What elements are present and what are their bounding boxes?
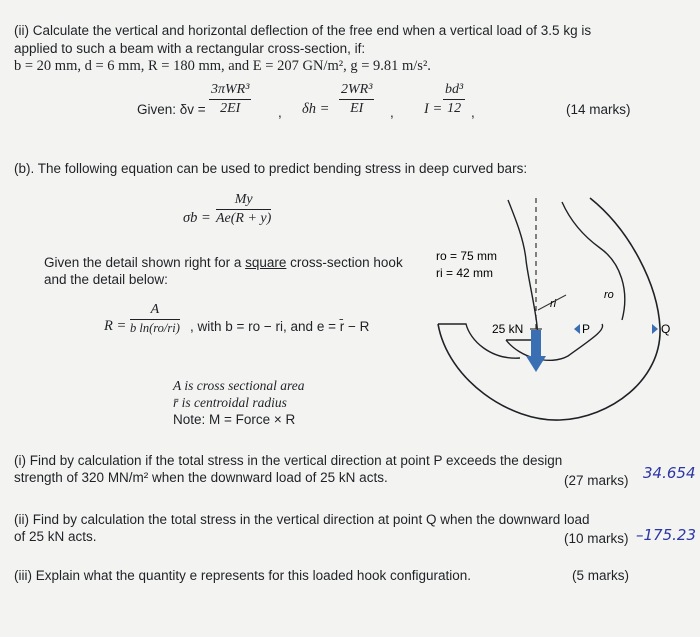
i-label: I = [424,101,443,117]
r-numerator: A [130,302,180,320]
sigma-label: σb = [183,210,211,226]
dv-denominator: 2EI [220,101,241,116]
q2-line-2: of 25 kN acts. [14,529,97,544]
q1-line-2: strength of 320 MN/m² when the downward load of 25 kN acts. [14,470,388,485]
ri-label: ri [550,298,557,310]
r-definition: , with b = ro − ri, and e = r̄ − R [190,319,370,334]
q3-line: (iii) Explain what the quantity e represents for this loaded hook configuration. [14,568,472,583]
r-denominator: b ln(ro/ri) [130,321,180,335]
ro-text: ro = 75 mm [436,249,498,263]
i-fraction [443,82,465,117]
dh-fraction [339,82,374,117]
dv-numerator: 3πWR³ [209,82,251,100]
question-ii-line-1: (ii) Calculate the vertical and horizontal deflection of the free end when a vertical load of 3.5 kg is [14,23,592,38]
sigma-numerator: My [216,192,271,210]
i-denominator: 12 [447,101,462,116]
q1-line-1: (i) Find by calculation if the total stress in the vertical direction at point P exceeds the design [14,453,563,468]
given-values: b = 20 mm, d = 6 mm, R = 180 mm, and E = 207 GN/m², g = 9.81 m/s². [14,58,431,74]
note-moment: Note: M = Force × R [173,412,296,427]
handwritten-answer-2: –175.23 [636,526,696,544]
hook-shank-curve [562,202,625,320]
load-label: 25 kN [492,322,524,336]
dv-fraction [209,82,251,117]
hook-inner-arc [506,200,537,340]
note-centroid: r̄ is centroidal radius [173,395,287,410]
note-area: A is cross sectional area [173,378,305,393]
square-link: square [245,255,287,270]
marks-10: (10 marks) [564,531,629,546]
marks-14: (14 marks) [566,102,631,117]
ro-label: ro [604,289,614,301]
detail-line-1: Given the detail shown right for a square cross-section hook [44,255,403,270]
i-numerator: bd³ [443,82,465,100]
dh-denominator: EI [350,101,364,116]
marks-5: (5 marks) [572,568,629,583]
load-arrow-shaft [531,330,541,358]
sigma-fraction [216,192,271,227]
given-dv-label: Given: δv = [137,102,206,117]
q2-line-1: (ii) Find by calculation the total stress in the vertical direction at point Q when the downward load [14,512,590,527]
point-p: P [582,322,591,336]
handwritten-answer-1: 34.654 [643,464,696,482]
sigma-denominator: Ae(R + y) [216,211,272,226]
marks-27: (27 marks) [564,473,629,488]
hook-diagram [430,190,690,440]
dh-numerator: 2WR³ [339,82,374,100]
exam-page: (ii) Calculate the vertical and horizontal deflection of the free end when a vertical load of 3.5 kg is applied to such a beam with a rectangular cross-section, if: b = 20 mm, d = 6 mm, R = 180 mm, and E = 207 GN/m², g = 9.81 m/s². Given: δv = 3πWR³ 2EI , δh = $\frac{\text{2WR³}}{EI}$ , I = $\frac{\text{bd³}}{12}$ , (14 marks) (b). The following equation can be used to predict bending stress in deep curved bars: σb = $\frac{My}{Ae(R + y)}$ Given the detail shown right for a square cross-section hook and the detail below: R = $\frac{A}{\text{b ln(ro/ri)}}$ , with b = ro − ri, and e = r̄ − R A is cross sectional area r̄ is centroidal radius Note: M = Force × R ro = 75 mm ri = 42 mm ri ro 25 kN P Q (i) Find by calculation if the total stress in the vertical direction at point P exceeds the design strength of 320 MN/m² when the downward load of 25 kN acts. (27 marks) 34.654 (ii) Find by calculation the total stress in the vertical direction at point Q when the downward load of 25 kN acts. (10 marks) –175.23 (iii) Explain what the quantity e represents for this loaded hook configuration. (5 marks) [14,23,696,583]
point-q: Q [661,322,671,336]
r-fraction [130,302,180,336]
p-marker [574,324,580,334]
q-marker [652,324,658,334]
part-b-heading: (b). The following equation can be used to predict bending stress in deep curved bars: [14,161,528,176]
r-label: R = [104,318,127,334]
detail-line-2: and the detail below: [44,272,168,287]
ri-text: ri = 42 mm [436,266,494,280]
dh-label: δh = [302,101,330,117]
load-arrow-head [526,356,546,372]
question-ii-line-2: applied to such a beam with a rectangular cross-section, if: [14,41,366,56]
